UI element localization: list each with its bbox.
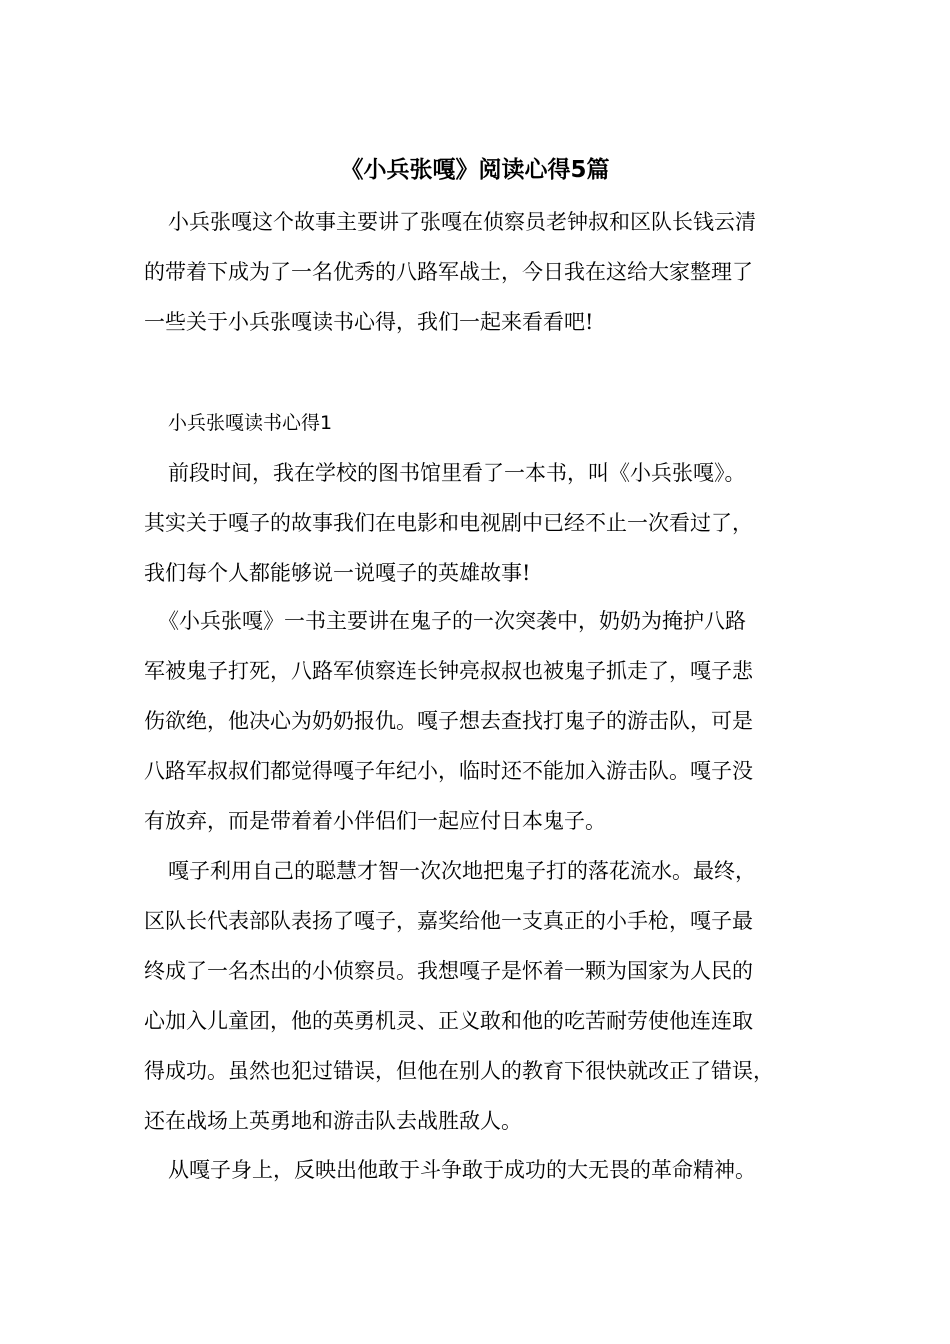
text-line: 有放弃，而是带着着小伴侣们一起应付日本鬼子。 (144, 809, 606, 833)
text-line: 终成了一名杰出的小侦察员。我想嘎子是怀着一颗为国家为人民的 (144, 959, 753, 983)
text-line: 小兵张嘎这个故事主要讲了张嘎在侦察员老钟叔和区队长钱云清 (168, 210, 756, 234)
text-line: 我们每个人都能够说一说嘎子的英雄故事! (144, 561, 531, 585)
text-line: 区队长代表部队表扬了嘎子，嘉奖给他一支真正的小手枪，嘎子最 (144, 909, 753, 933)
text-line: 从嘎子身上，反映出他敢于斗争敢于成功的大无畏的革命精神。 (168, 1158, 756, 1182)
text-line: 《小兵张嘎》一书主要讲在鬼子的一次突袭中，奶奶为掩护八路 (158, 609, 746, 633)
text-line: 的带着下成为了一名优秀的八路军战士，今日我在这给大家整理了 (144, 260, 753, 284)
text-line: 前段时间，我在学校的图书馆里看了一本书，叫《小兵张嘎》。 (168, 461, 746, 485)
document-title: 《小兵张嘎》阅读心得5篇 (340, 157, 610, 183)
text-line: 心加入儿童团，他的英勇机灵、正义敢和他的吃苦耐劳使他连连取 (144, 1009, 753, 1033)
text-line: 八路军叔叔们都觉得嘎子年纪小，临时还不能加入游击队。嘎子没 (144, 759, 753, 783)
text-line: 还在战场上英勇地和游击队去战胜敌人。 (144, 1109, 522, 1133)
text-line: 一些关于小兵张嘎读书心得，我们一起来看看吧! (144, 310, 594, 334)
text-line: 其实关于嘎子的故事我们在电影和电视剧中已经不止一次看过了， (144, 511, 753, 535)
text-line: 嘎子利用自己的聪慧才智一次次地把鬼子打的落花流水。最终， (168, 859, 756, 883)
section-heading: 小兵张嘎读书心得1 (168, 412, 333, 434)
body-paragraph (144, 596, 824, 846)
intro-paragraph (144, 197, 824, 347)
body-paragraph (144, 846, 824, 1146)
body-paragraph (144, 448, 824, 598)
text-line: 得成功。虽然也犯过错误，但他在别人的教育下很快就改正了错误， (144, 1059, 774, 1083)
text-line: 军被鬼子打死，八路军侦察连长钟亮叔叔也被鬼子抓走了，嘎子悲 (144, 659, 753, 683)
text-line: 伤欲绝，他决心为奶奶报仇。嘎子想去查找打鬼子的游击队，可是 (144, 709, 753, 733)
body-paragraph (144, 1145, 824, 1195)
